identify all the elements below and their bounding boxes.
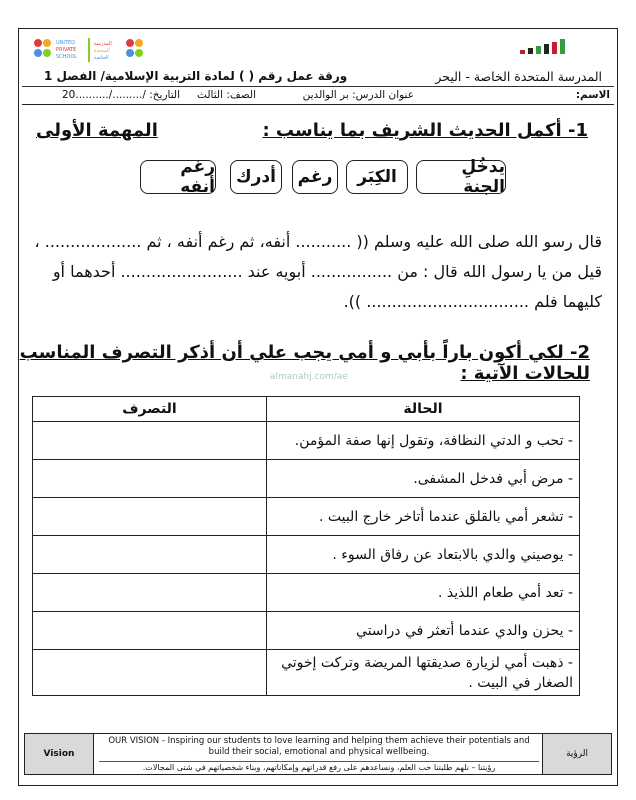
action-answer-cell[interactable] — [33, 574, 267, 612]
hadith-line-1: قال رسو الله صلى الله عليه وسلم (( ........... أنفه، ثم رغم أنفه ، ثم ................... ، — [34, 232, 602, 251]
case-cell: - تشعر أمي بالقلق عندما أتاخر خارج البيت . — [266, 498, 579, 536]
svg-text:المدرسة: المدرسة — [94, 41, 112, 47]
lesson-title: عنوان الدرس: بر الوالدين — [302, 89, 414, 101]
action-answer-cell[interactable] — [33, 498, 267, 536]
table-row — [33, 498, 580, 536]
task1-title: 1- أكمل الحديث الشريف بما يناسب : — [262, 120, 588, 141]
task1-mission-label: المهمة الأولى — [36, 120, 158, 141]
hadith-line-3: كليهما فلم ................................ )). — [343, 292, 602, 311]
table-row — [33, 460, 580, 498]
svg-text:الخاصة: الخاصة — [94, 55, 109, 61]
table-row — [33, 650, 580, 696]
action-answer-cell[interactable] — [33, 536, 267, 574]
svg-text:PRIVATE: PRIVATE — [56, 47, 77, 53]
vision-text-en: OUR VISION - Inspiring our students to love learning and helping them achieve their potentials and build their social, emotional and physical wellbeing. — [108, 736, 530, 757]
header-row-2 — [22, 88, 614, 105]
svg-text:SCHOOL: SCHOOL — [56, 54, 78, 60]
cases-table — [32, 396, 580, 696]
vision-label-ar: الرؤية — [542, 734, 611, 774]
case-cell: - تعد أمي طعام اللذيذ . — [266, 574, 579, 612]
table-row — [33, 422, 580, 460]
word-box-5: رغم أنفه — [140, 160, 216, 194]
table-row — [33, 574, 580, 612]
word-box-3: رغم — [292, 160, 338, 194]
svg-text:UNITED: UNITED — [56, 40, 75, 46]
word-box-1: يدخُلِ الجنة — [416, 160, 506, 194]
case-cell: - تحب و الدتي النظافة، وتقول إنها صفة المؤمن. — [266, 422, 579, 460]
hadith-line-2: قيل من يا رسول الله قال : من ................ أبويه عند ........................ أحدهما أو — [52, 262, 602, 281]
grade-label: الصف: الثالث — [197, 89, 256, 101]
table-row — [33, 536, 580, 574]
school-logo-icon — [516, 36, 572, 58]
case-cell: - مرض أبي فدخل المشفى. — [266, 460, 579, 498]
action-answer-cell[interactable] — [33, 650, 267, 696]
case-cell: - يحزن والدي عندما أتعثر في دراستي — [266, 612, 579, 650]
action-answer-cell[interactable] — [33, 460, 267, 498]
table-header-row — [33, 397, 580, 422]
task2-title: 2- لكي أكون باراً بأبي و أمي يجب علي أن أذكر التصرف المناسب للحالات الآتية : — [19, 342, 590, 384]
vision-footer — [24, 733, 612, 775]
word-box-4: أدرك — [230, 160, 282, 194]
word-box-2: الكِبَر — [346, 160, 408, 194]
col-header-action: التصرف — [33, 397, 267, 422]
united-private-school-logo-icon — [30, 36, 150, 64]
watermark: almanahj.com/ae — [270, 372, 348, 382]
name-label: الاسم: — [575, 89, 610, 101]
vision-text-ar: رؤيتنا – نلهم طلبتنا حب العلم، ونساعدهم على رفع قدراتهم وإمكاناتهم، وبناء شخصياتهم في شتى المجالات. — [99, 761, 539, 772]
worksheet-title: ورقة عمل رقم ( ) لمادة التربية الإسلامية/ الفصل 1 — [44, 69, 348, 83]
svg-text:المتحدة: المتحدة — [94, 48, 110, 54]
action-answer-cell[interactable] — [33, 612, 267, 650]
date-label: التاريخ: /........./..........20 — [62, 89, 180, 101]
action-answer-cell[interactable] — [33, 422, 267, 460]
case-cell: - يوصيني والدي بالابتعاد عن رفاق السوء . — [266, 536, 579, 574]
school-name: المدرسة المتحدة الخاصة - اليحر — [435, 69, 602, 84]
table-row — [33, 612, 580, 650]
header-row-1 — [22, 69, 614, 87]
vision-label-en: Vision — [25, 734, 94, 774]
col-header-case: الحالة — [266, 397, 579, 422]
case-cell: - ذهبت أمي لزيارة صديقتها المريضة وتركت إخوتي الصغار في البيت . — [266, 650, 579, 696]
